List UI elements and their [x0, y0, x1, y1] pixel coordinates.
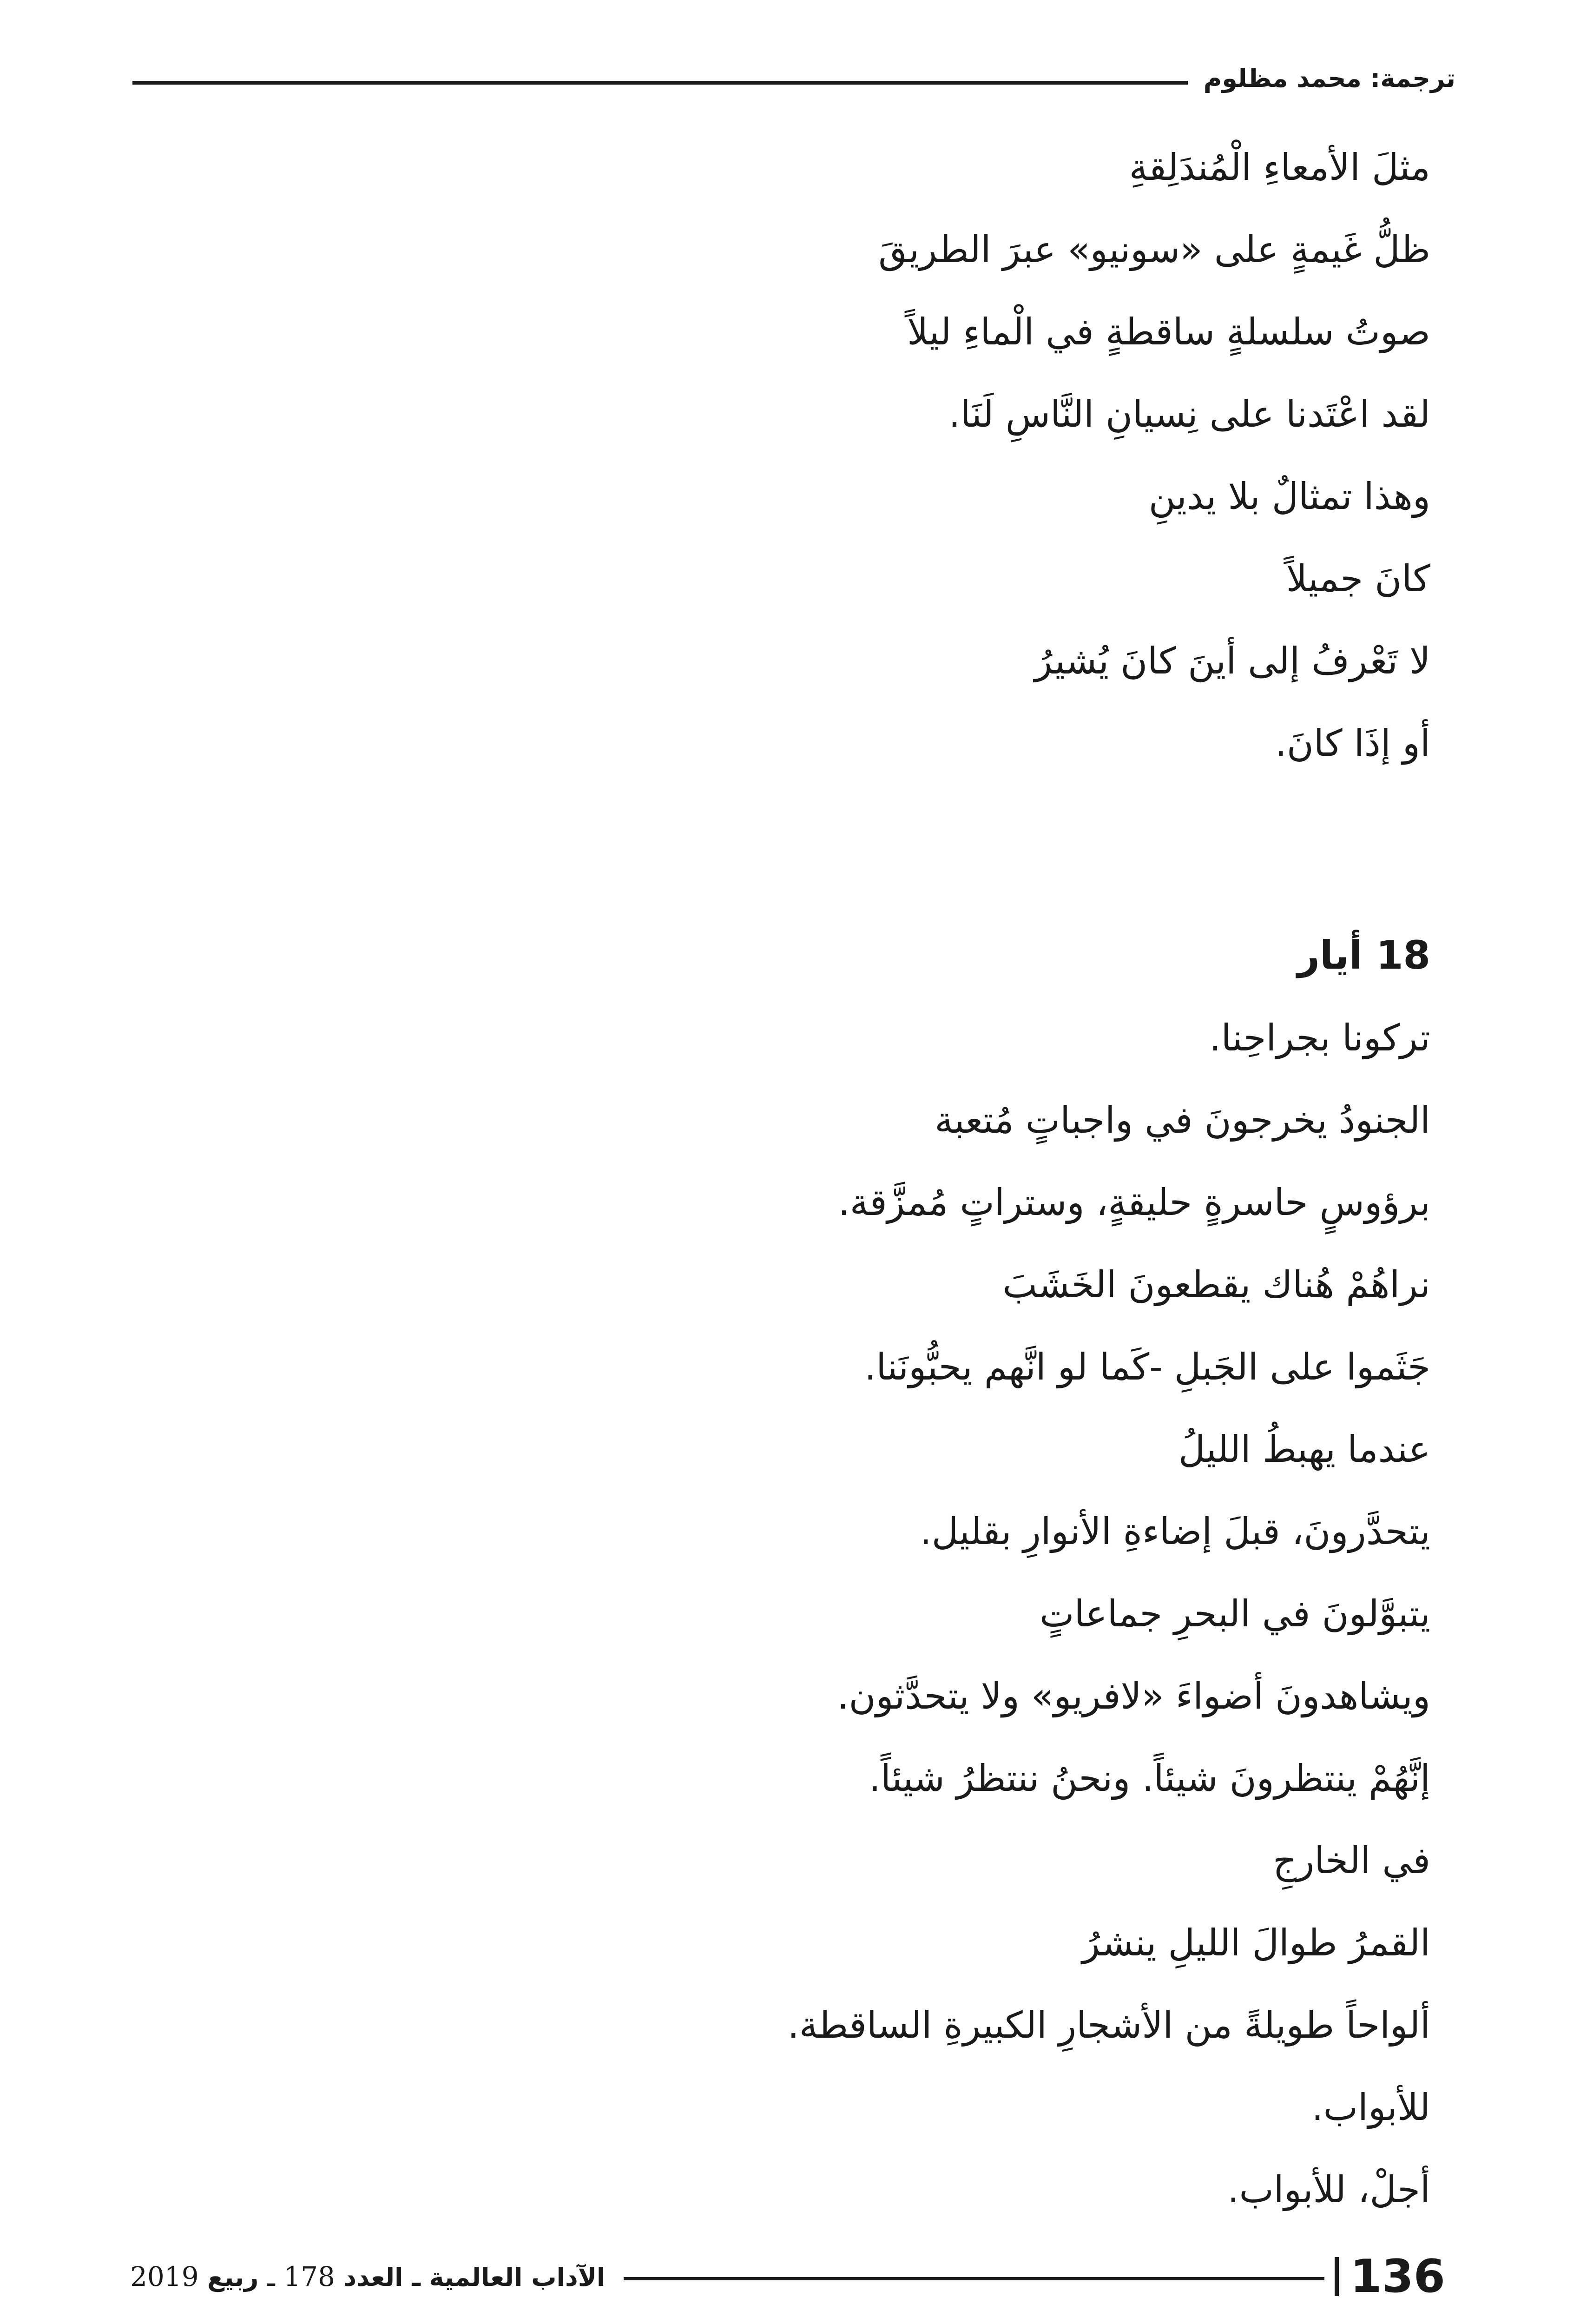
poem-line: برؤوسٍ حاسرةٍ حليقةٍ، وستراتٍ مُمزَّقة. — [838, 1181, 1430, 1224]
issue-year: 2019 — [130, 2261, 208, 2292]
poem-line: ويشاهدونَ أضواءَ «لافريو» ولا يتحدَّثون. — [837, 1675, 1430, 1717]
poem-line: أو إذَا كانَ. — [1275, 722, 1430, 765]
poem-line: لا تَعْرفُ إلى أينَ كانَ يُشيرُ — [1034, 640, 1430, 682]
poem-line: مثلَ الأمعاءِ الْمُندَلِقةِ — [1129, 146, 1430, 189]
poem-body — [501, 126, 1430, 2231]
poem-line: عندما يهبطُ الليلُ — [1178, 1428, 1430, 1471]
poem-line: نراهُمْ هُناك يقطعونَ الخَشَبَ — [1002, 1263, 1430, 1306]
issue-season: ربيع — [207, 2263, 259, 2292]
page-number: 136 — [1350, 2250, 1445, 2303]
section-heading: 18 أيار — [1297, 932, 1430, 978]
translator-credit: ترجمة: محمد مظلوم — [1203, 63, 1455, 93]
poem-line: أجلْ، للأبواب. — [1227, 2168, 1430, 2211]
poem-line: صوتُ سلسلةٍ ساقطةٍ في الْماءِ ليلاً — [907, 310, 1430, 353]
stanza-spacer — [501, 785, 1430, 913]
poem-line: للأبواب. — [1311, 2086, 1430, 2129]
footer-rule — [624, 2277, 1324, 2280]
issue-number: 178 ـ — [258, 2261, 344, 2292]
poem-line: وهذا تمثالٌ بلا يدينِ — [1148, 475, 1430, 518]
stanza-2 — [501, 997, 1430, 2231]
poem-line: جَثَموا على الجَبلِ -كَما لو انَّهم يحبُّونَنا. — [864, 1346, 1430, 1388]
poem-line: يتحدَّرونَ، قبلَ إضاءةِ الأنوارِ بقليل. — [920, 1510, 1430, 1553]
running-footer — [130, 2249, 1445, 2304]
poem-line: يتبوَّلونَ في البحرِ جماعاتٍ — [1040, 1592, 1430, 1635]
poem-line: ألواحاً طويلةً من الأشجارِ الكبيرةِ الساقطة. — [787, 2004, 1430, 2047]
stanza-1 — [501, 126, 1430, 785]
poem-line: ظلُّ غَيمةٍ على «سونيو» عبرَ الطريقَ — [878, 228, 1430, 271]
header-rule — [132, 81, 1188, 85]
journal-citation — [130, 2261, 624, 2292]
poem-line: إنَّهُمْ ينتظرونَ شيئاً. ونحنُ ننتظرُ شيئاً. — [869, 1757, 1430, 1800]
poem-line: كانَ جميلاً — [1286, 557, 1430, 600]
poem-line: في الخارجِ — [1273, 1839, 1430, 1882]
poem-line: الجنودُ يخرجونَ في واجباتٍ مُتعبة — [935, 1099, 1430, 1142]
footer-divider-bar — [1335, 2257, 1339, 2296]
poem-line: لقد اعْتَدنا على نِسيانِ النَّاسِ لَنَا. — [948, 393, 1430, 436]
journal-name: الآداب العالمية ـ العدد — [343, 2263, 606, 2292]
poem-line: القمرُ طوالَ الليلِ ينشرُ — [1082, 1921, 1430, 1964]
running-header — [132, 55, 1455, 101]
poem-line: تركونا بجراحِنا. — [1209, 1017, 1430, 1059]
